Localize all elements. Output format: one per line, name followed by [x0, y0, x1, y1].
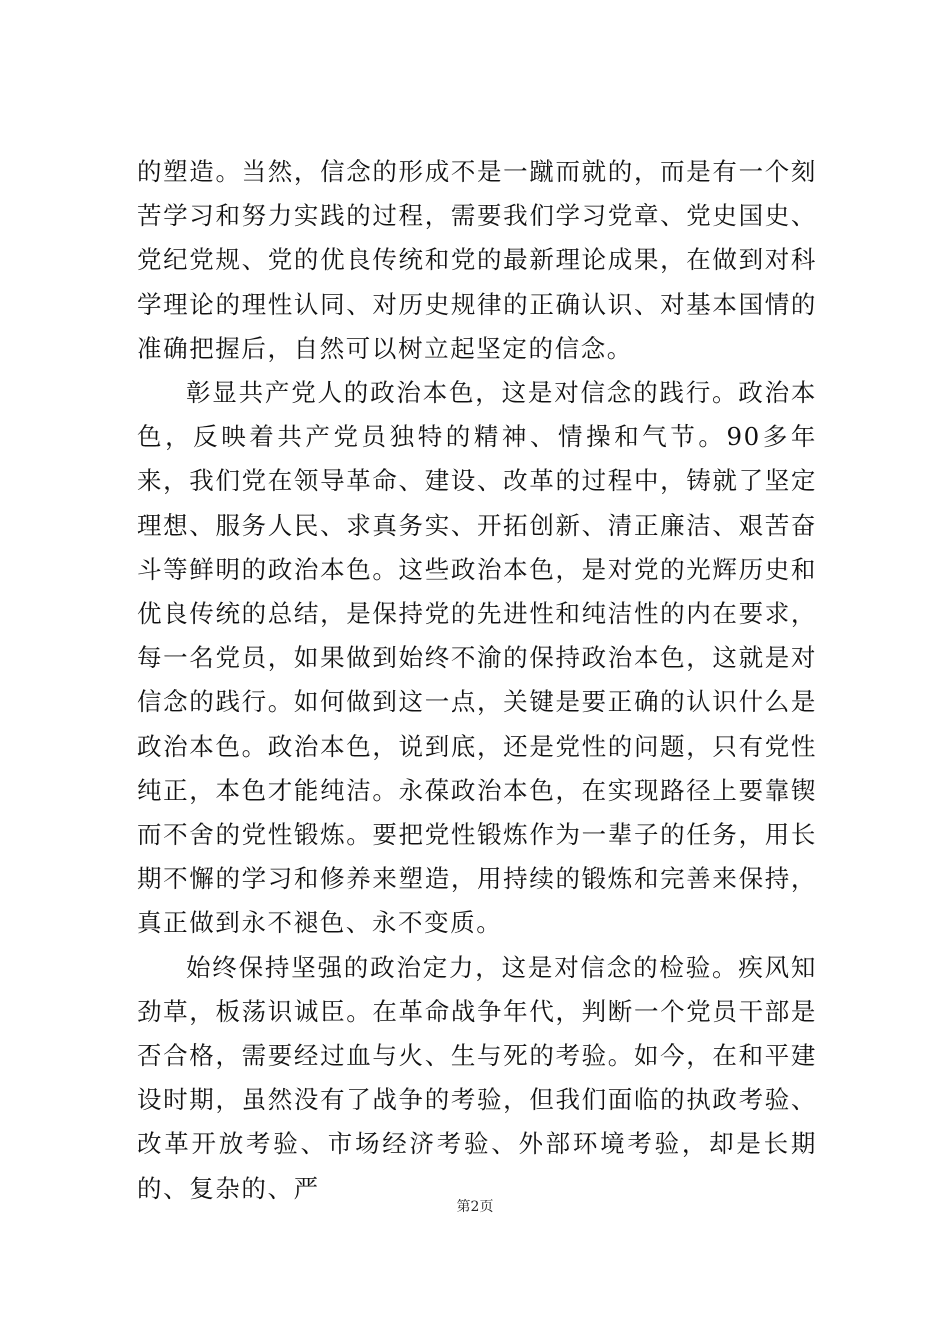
page-number: 第2页: [456, 1199, 494, 1215]
paragraph-political-resolve: 始终保持坚强的政治定力，这是对信念的检验。疾风知劲草，板荡识诚臣。在革命战争年代，判断一个党员干部是否合格，需要经过血与火、生与死的考验。如今，在和平建设时期，虽然没有了战争的考验，但我们面临的执政考验、改革开放考验、市场经济考验、外部环境考验，却是长期的、复杂的、严: [137, 952, 817, 1203]
paragraph-political-color: 彰显共产党人的政治本色，这是对信念的践行。政治本色，反映着共产党员独特的精神、情操和气节。90多年来，我们党在领导革命、建设、改革的过程中，铸就了坚定理想、服务人民、求真务实、开拓创新、清正廉洁、艰苦奋斗等鲜明的政治本色。这些政治本色，是对党的光辉历史和优良传统的总结，是保持党的先进性和纯洁性的内在要求，每一名党员，如果做到始终不渝的保持政治本色，这就是对信念的践行。如何做到这一点，关键是要正确的认识什么是政治本色。政治本色，说到底，还是党性的问题，只有党性纯正，本色才能纯洁。永葆政治本色，在实现路径上要靠锲而不舍的党性锻炼。要把党性锻炼作为一辈子的任务，用长期不懈的学习和修养来塑造，用持续的锻炼和完善来保持，真正做到永不褪色、永不变质。: [137, 378, 817, 938]
document-body: [137, 150, 817, 1211]
paragraph-continuation: 的塑造。当然，信念的形成不是一蹴而就的，而是有一个刻苦学习和努力实践的过程，需要我们学习党章、党史国史、党纪党规、党的优良传统和党的最新理论成果，在做到对科学理论的理性认同、对历史规律的正确认识、对基本国情的准确把握后，自然可以树立起坚定的信念。: [137, 157, 817, 363]
